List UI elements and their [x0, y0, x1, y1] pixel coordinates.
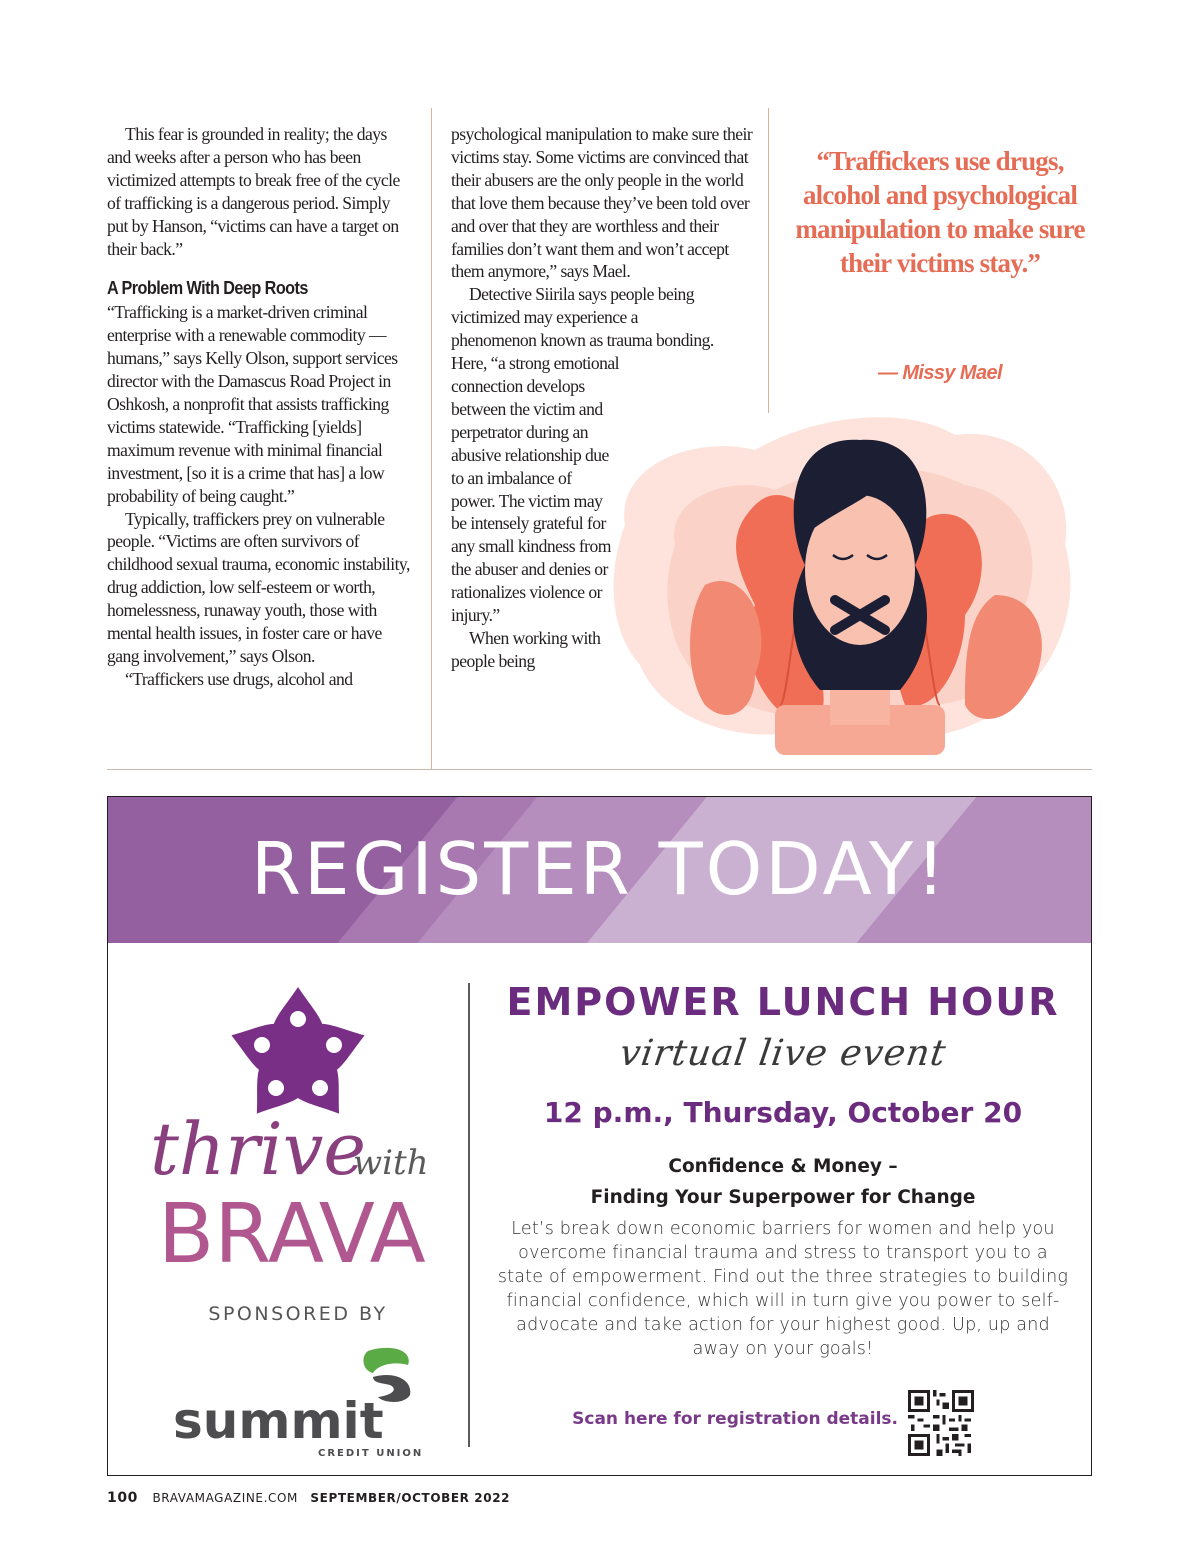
event-description: Let’s break down economic barriers for women and help you overcome financial trauma and stress to transport you to a state of empowerment. Find out the three strategies to building financial confidence, which will in turn give you power to self-advocate and take action for your highest good. Up, up and away on your goals! — [497, 1219, 1069, 1359]
paragraph: psychological manipulation to make sure their victims stay. Some victims are convinced that their abusers are the only people in the world that love them because they’ve been told over and over that they are worthless and their families don’t want them and won’t accept them anymore,” says Mael. — [451, 124, 753, 282]
column-divider-left — [431, 108, 432, 770]
page-number: 100 — [107, 1490, 139, 1506]
paragraph: When working with people being — [451, 627, 601, 671]
event-topic-line: Confidence & Money – — [668, 1156, 898, 1177]
event-date: 12 p.m., Thursday, October 20 — [543, 1096, 1023, 1129]
event-subtitle: virtual live event — [617, 1033, 949, 1074]
ad-divider — [468, 983, 470, 1447]
summit-credit-union-logo — [168, 1343, 438, 1461]
event-title: EMPOWER LUNCH HOUR — [506, 980, 1060, 1024]
paragraph: “Trafficking is a market-driven criminal enterprise with a renewable commodity — humans,” says Kelly Olson, support services director with the Damascus Road Project in Oshkosh, a nonprofit that assists trafficking victims statewide. “Trafficking [yields] maximum revenue with minimal financial investment, [so it is a crime that has] a low probability of being caught.” — [107, 302, 398, 506]
svg-text:with: with — [353, 1143, 429, 1183]
scan-instructions[interactable]: Scan here for registration details. — [572, 1409, 898, 1429]
svg-text:summit: summit — [173, 1392, 384, 1450]
subheading: A Problem With Deep Roots — [107, 278, 308, 299]
page-footer — [107, 1490, 510, 1506]
paragraph: connection develops between the victim and perpetrator during an abusive relationship due to an imbalance of power. The victim may be intensely grateful for any small kindness from the abuser and denies or rationalizes violence or injury.” — [451, 375, 611, 626]
paragraph: “Traffickers use drugs, alcohol and — [125, 668, 353, 689]
event-topic — [488, 1151, 1078, 1213]
sponsored-by-label: SPONSORED BY — [208, 1303, 388, 1325]
pull-quote-attribution: — Missy Mael — [878, 362, 1002, 384]
pull-quote: “Traffickers use drugs, alcohol and psychological manipulation to make sure their victims stay.” — [795, 146, 1085, 278]
event-advertisement[interactable] — [107, 796, 1092, 1476]
svg-text:thrive: thrive — [150, 1107, 367, 1191]
svg-text:BRAVA: BRAVA — [158, 1187, 426, 1282]
footer-issue: SEPTEMBER/OCTOBER 2022 — [310, 1491, 511, 1505]
paragraph: Typically, traffickers prey on vulnerable people. “Victims are often survivors of childhood sexual trauma, economic instability, drug addiction, low self-esteem or worth, homelessness, runaway youth, those with mental health issues, in foster care or have gang involvement,” says Olson. — [107, 508, 410, 666]
footer-site[interactable]: BRAVAMAGAZINE.COM — [152, 1491, 298, 1505]
event-topic-line: Finding Your Superpower for Change — [590, 1187, 976, 1208]
silenced-woman-illustration — [605, 405, 1085, 755]
article-column-1 — [107, 123, 412, 691]
registration-qr-code[interactable] — [908, 1390, 974, 1456]
register-today-heading[interactable]: REGISTER TODAY! — [251, 827, 948, 911]
thrive-with-brava-logo — [148, 962, 448, 1282]
svg-text:CREDIT UNION: CREDIT UNION — [318, 1448, 424, 1459]
paragraph: This fear is grounded in reality; the days and weeks after a person who has been victimized attempts to break free of the cycle of trafficking is a dangerous period. Simply put by Hanson, “victims can have a target on their back.” — [107, 124, 400, 259]
paragraph: Detective Siirila says people being victimized may experience a phenomenon known as trauma bonding. Here, “a strong emotional — [451, 284, 714, 374]
section-divider — [107, 769, 1092, 770]
column-divider-right — [768, 108, 769, 413]
